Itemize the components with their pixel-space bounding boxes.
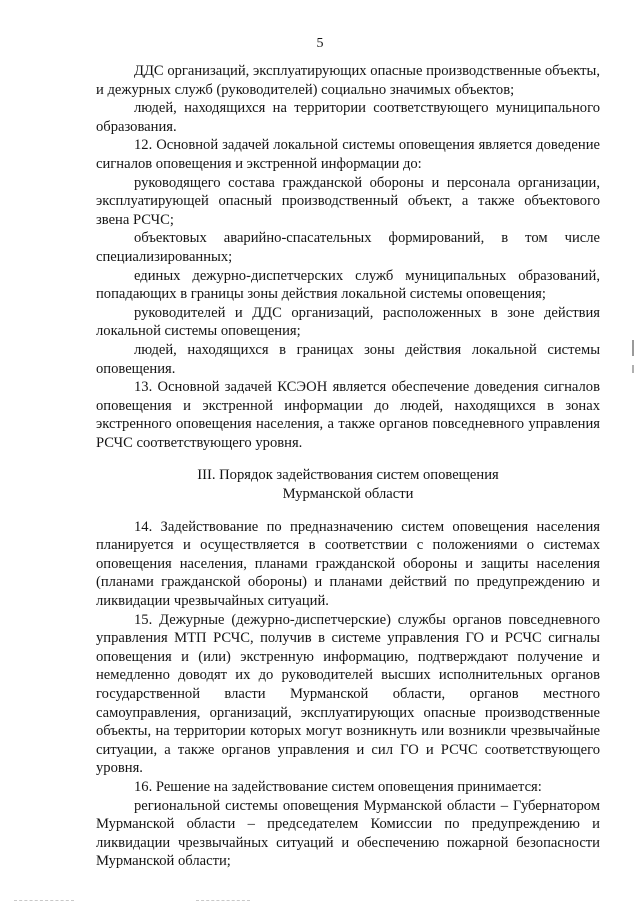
paragraph: ДДС организаций, эксплуатирующих опасные производственные объекты, и дежурных служб (руководителей) социально значимых объектов; [96,63,600,98]
scan-artifact [14,898,74,901]
paragraph: 14. Задействование по предназначению систем оповещения населения планируется и осуществляется в соответствии с положениями о системах оповещения населения, планами гражданской обороны и защиты населения (планами гражданской обороны) и планами действий по предупреждению и ликвидации чрезвычайных ситуаций. [96,518,600,610]
paragraph: руководителей и ДДС организаций, расположенных в зоне действия локальной системы оповещения; [96,304,600,340]
paragraph: 12. Основной задачей локальной системы оповещения является доведение сигналов оповещения и экстренной информации до: [96,137,600,172]
paragraph: региональной системы оповещения Мурманской области – Губернатором Мурманской области – председателем Комиссии по предупреждению и ликвидации чрезвычайных ситуаций и обеспечению пожарной безопасности Мурманской области; [96,797,600,870]
paragraph: людей, находящихся на территории соответствующего муниципального образования. [96,100,600,135]
scan-artifact [632,340,634,356]
page-number: 5 [316,36,324,51]
document-body [96,62,600,871]
section-heading-line: III. Порядок задействования систем оповещения [197,467,499,484]
section-heading [96,466,600,503]
paragraph: руководящего состава гражданской обороны и персонала организации, эксплуатирующей опасный производственный объект, а также объектового звена РСЧС; [96,174,600,228]
section-heading-line: Мурманской области [282,486,414,503]
paragraph: единых дежурно-диспетчерских служб муниципальных образований, попадающих в границы зоны действия локальной системы оповещения; [96,267,600,303]
paragraph: 13. Основной задачей КСЭОН является обеспечение доведения сигналов оповещения и экстренной информации до людей, находящихся в зонах экстренного оповещения населения, а также органов повседневного управления РСЧС соответствующего уровня. [96,379,600,451]
paragraph: людей, находящихся в границах зоны действия локальной системы оповещения. [96,341,600,377]
scan-artifact [196,898,250,901]
paragraph: 16. Решение на задействование систем оповещения принимается: [134,778,542,795]
paragraph: объектовых аварийно-спасательных формирований, в том числе специализированных; [96,230,600,265]
paragraph: 15. Дежурные (дежурно-диспетчерские) службы органов повседневного управления МТП РСЧС, получив в системе управления ГО и РСЧС сигналы оповещения и (или) экстренную информацию, подтверждают получение и немедленно доводят их до руководителей высших исполнительных органов государственной власти Мурманской области, органов местного самоуправления, организаций, эксплуатирующих опасные производственные объекты, на территории которых могут возникнуть или возникли чрезвычайные ситуации, а также органов управления и сил ГО и РСЧС соответствующего уровня. [96,611,600,777]
scan-artifact [632,365,634,373]
